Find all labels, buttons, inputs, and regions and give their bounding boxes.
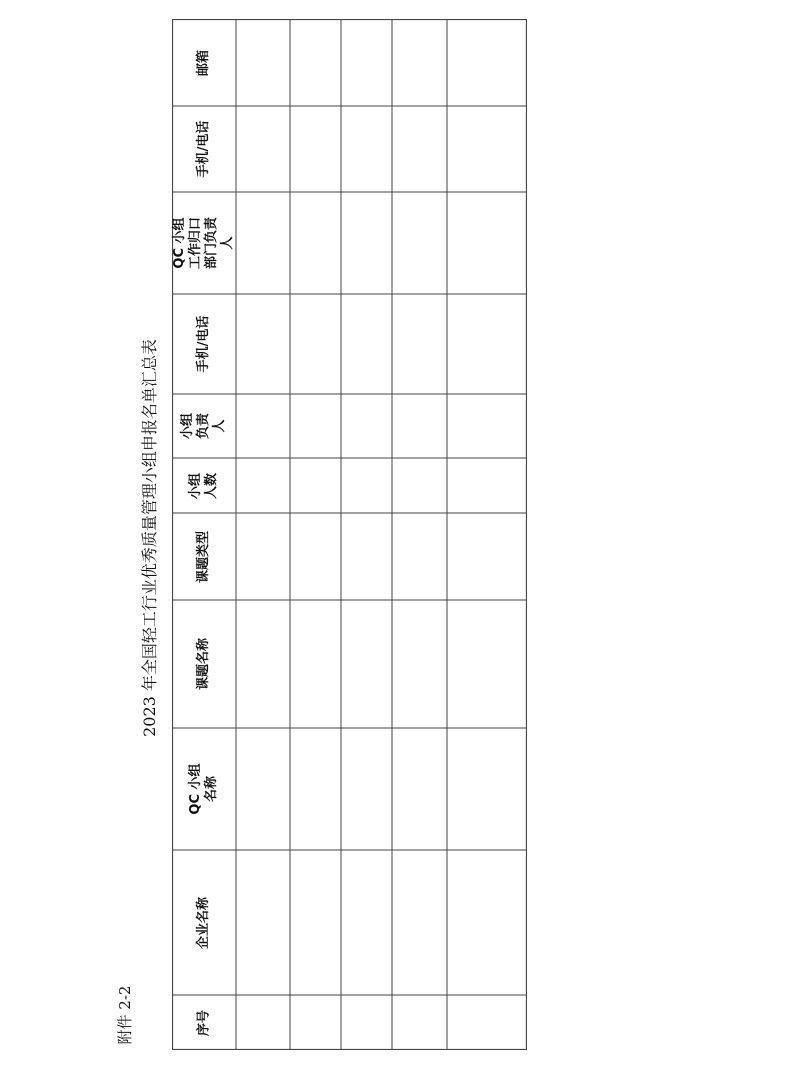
header-label: 手机/电话: [196, 315, 211, 373]
table-cell[interactable]: [236, 19, 290, 106]
table-cell[interactable]: [341, 995, 392, 1050]
table-cell[interactable]: [290, 728, 341, 850]
summary-table: [172, 19, 527, 1050]
table-cell[interactable]: [290, 850, 341, 995]
table-cell[interactable]: [447, 106, 527, 192]
table-cell[interactable]: [341, 394, 392, 458]
table-cell[interactable]: [447, 513, 527, 600]
table-cell[interactable]: [341, 19, 392, 106]
table-cell[interactable]: [236, 394, 290, 458]
table-cell[interactable]: [341, 513, 392, 600]
table-cell[interactable]: [392, 394, 447, 458]
table-cell[interactable]: [392, 294, 447, 394]
table-cell[interactable]: [392, 106, 447, 192]
header-cell: [172, 728, 236, 850]
table-cell[interactable]: [341, 106, 392, 192]
table-cell[interactable]: [290, 995, 341, 1050]
header-label: 企业名称: [196, 896, 211, 949]
table-cell[interactable]: [290, 106, 341, 192]
table-cell[interactable]: [447, 600, 527, 728]
table-cell[interactable]: [290, 458, 341, 513]
header-cell: [172, 192, 236, 294]
table-cell[interactable]: [392, 850, 447, 995]
header-label: 课题类型: [196, 530, 211, 583]
table-cell[interactable]: [447, 728, 527, 850]
table-cell[interactable]: [447, 850, 527, 995]
table-cell[interactable]: [447, 995, 527, 1050]
table-cell[interactable]: [236, 513, 290, 600]
table-cell[interactable]: [341, 458, 392, 513]
header-label: 序号: [196, 1009, 211, 1036]
table-cell[interactable]: [392, 192, 447, 294]
table-cell[interactable]: [236, 600, 290, 728]
table-cell[interactable]: [341, 600, 392, 728]
table-cell[interactable]: [236, 458, 290, 513]
table-cell[interactable]: [290, 600, 341, 728]
header-cell: [172, 995, 236, 1050]
header-label: 小组负责人: [180, 413, 227, 440]
table-cell[interactable]: [341, 294, 392, 394]
header-cell: [172, 458, 236, 513]
header-cell: [172, 600, 236, 728]
table-cell[interactable]: [392, 728, 447, 850]
header-label: QC 小组名称: [188, 763, 219, 815]
header-cell: [172, 106, 236, 192]
table-cell[interactable]: [392, 995, 447, 1050]
table-cell[interactable]: [447, 394, 527, 458]
header-cell: [172, 19, 236, 106]
table-cell[interactable]: [447, 294, 527, 394]
table-cell[interactable]: [341, 850, 392, 995]
table-cell[interactable]: [290, 394, 341, 458]
table-cell[interactable]: [236, 192, 290, 294]
table-cell[interactable]: [392, 600, 447, 728]
table-cell[interactable]: [392, 458, 447, 513]
table-cell[interactable]: [447, 19, 527, 106]
header-cell: [172, 850, 236, 995]
page-title: 2023 年全国轻工行业优秀质量管理小组申报名单汇总表: [140, 339, 159, 737]
table-cell[interactable]: [290, 513, 341, 600]
table-cell[interactable]: [236, 294, 290, 394]
table-cell[interactable]: [290, 192, 341, 294]
table-cell[interactable]: [236, 995, 290, 1050]
table-cell[interactable]: [447, 458, 527, 513]
table-cell[interactable]: [290, 294, 341, 394]
header-label: 邮箱: [196, 49, 211, 76]
attachment-label: 附件 2-2: [116, 985, 134, 1045]
table-cell[interactable]: [392, 513, 447, 600]
header-label: 小组人数: [188, 472, 219, 499]
table-cell[interactable]: [392, 19, 447, 106]
header-label: 手机/电话: [196, 120, 211, 178]
header-cell: [172, 294, 236, 394]
table-cell[interactable]: [236, 850, 290, 995]
table-cell[interactable]: [447, 192, 527, 294]
table-cell[interactable]: [236, 106, 290, 192]
header-cell: [172, 513, 236, 600]
table-cell[interactable]: [341, 192, 392, 294]
table-cell[interactable]: [290, 19, 341, 106]
header-label: QC 小组工作归口部门负责人: [172, 217, 235, 270]
header-cell: [172, 394, 236, 458]
table-cell[interactable]: [236, 728, 290, 850]
header-label: 课题名称: [196, 638, 211, 691]
table-cell[interactable]: [341, 728, 392, 850]
